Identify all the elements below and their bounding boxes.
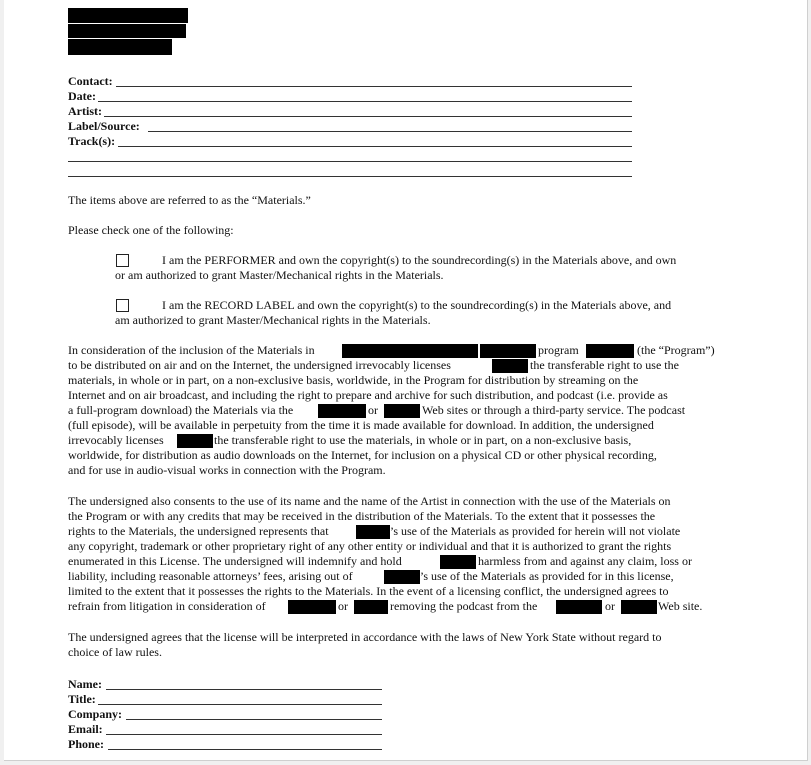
redaction bbox=[492, 359, 528, 373]
para1-text: the transferable right to use the bbox=[530, 358, 679, 372]
redacted-header-line bbox=[68, 39, 172, 55]
email-label: Email: bbox=[68, 722, 103, 736]
performer-checkbox[interactable] bbox=[116, 254, 129, 267]
phone-field[interactable] bbox=[68, 737, 382, 751]
redaction bbox=[384, 404, 420, 418]
check-prompt: Please check one of the following: bbox=[68, 223, 234, 237]
para2-text: Web site. bbox=[658, 599, 703, 613]
tracks-label: Track(s): bbox=[68, 134, 116, 148]
para1-line bbox=[68, 433, 632, 448]
contact-line bbox=[116, 86, 632, 87]
para2-text: enumerated in this License. The undersigned will indemnify and hold bbox=[68, 554, 402, 568]
redaction bbox=[354, 600, 388, 614]
para2-text: or bbox=[605, 599, 615, 613]
redaction bbox=[480, 344, 536, 358]
para2-line: limited to the extent that it possesses the rights to the Materials. In the event of a licensing conflict, the undersigned agrees to bbox=[68, 584, 669, 598]
performer-option-line2: or am authorized to grant Master/Mechanical rights in the Materials. bbox=[115, 268, 444, 282]
contact-label: Contact: bbox=[68, 74, 113, 88]
para2-line: The undersigned also consents to the use of its name and the name of the Artist in connection with the use of the Materials on bbox=[68, 494, 671, 508]
para1-line: (full episode), will be available in perpetuity from the time it is made available for download. In addition, the undersigned bbox=[68, 418, 654, 432]
para1-text: Web sites or through a third-party service. The podcast bbox=[422, 403, 686, 417]
para3-line: The undersigned agrees that the license will be interpreted in accordance with the laws of New York State without regard to bbox=[68, 630, 662, 644]
para1-line: worldwide, for distribution as audio downloads on the Internet, for inclusion on a physical CD or other physical recording, bbox=[68, 448, 657, 462]
label-source-line bbox=[148, 131, 632, 132]
para2-line bbox=[68, 524, 681, 539]
name-line bbox=[106, 689, 382, 690]
redaction bbox=[586, 344, 634, 358]
para2-text: refrain from litigation in consideration of bbox=[68, 599, 266, 613]
para1-text: or bbox=[368, 403, 378, 417]
para1-line bbox=[68, 343, 715, 358]
record-label-option-line2: am authorized to grant Master/Mechanical rights in the Materials. bbox=[115, 313, 431, 327]
company-field[interactable] bbox=[68, 707, 382, 721]
redacted-header-line bbox=[68, 24, 186, 38]
redaction bbox=[356, 525, 390, 539]
email-line bbox=[106, 734, 382, 735]
contact-field[interactable] bbox=[68, 74, 632, 88]
redaction bbox=[621, 600, 657, 614]
title-label: Title: bbox=[68, 692, 96, 706]
para2-text: ’s use of the Materials as provided for in this license, bbox=[420, 569, 674, 583]
artist-line bbox=[104, 116, 632, 117]
para1-text: to be distributed on air and on the Internet, the undersigned irrevocably licenses bbox=[68, 358, 451, 372]
para1-text: the transferable right to use the materials, in whole or in part, on a non-exclusive basis, bbox=[214, 433, 632, 447]
para1-text: a full-program download) the Materials via the bbox=[68, 403, 294, 417]
company-line bbox=[126, 719, 382, 720]
title-line bbox=[98, 704, 382, 705]
redaction bbox=[556, 600, 602, 614]
name-field[interactable] bbox=[68, 677, 382, 691]
para2-text: liability, including reasonable attorneys’ fees, arising out of bbox=[68, 569, 353, 583]
para1-line: materials, in whole or in part, on a non-exclusive basis, worldwide, in the Program for distribution by streaming on the bbox=[68, 373, 639, 387]
para2-text: harmless from and against any claim, loss or bbox=[478, 554, 692, 568]
para1-text: In consideration of the inclusion of the Materials in bbox=[68, 343, 315, 357]
para1-line bbox=[68, 358, 679, 373]
para1-text: (the “Program”) bbox=[637, 343, 715, 357]
redaction bbox=[318, 404, 366, 418]
para2-text: removing the podcast from the bbox=[390, 599, 538, 613]
artist-field[interactable] bbox=[68, 104, 632, 118]
artist-label: Artist: bbox=[68, 104, 102, 118]
company-label: Company: bbox=[68, 707, 123, 721]
date-label: Date: bbox=[68, 89, 96, 103]
materials-note: The items above are referred to as the “Materials.” bbox=[68, 193, 311, 207]
redaction bbox=[440, 555, 476, 569]
para2-line bbox=[68, 599, 703, 614]
document-page bbox=[4, 0, 808, 761]
para1-text: program bbox=[538, 343, 579, 357]
tracks-extra-line[interactable] bbox=[68, 176, 632, 177]
tracks-extra-line[interactable] bbox=[68, 161, 632, 162]
para2-text: or bbox=[338, 599, 348, 613]
record-label-checkbox[interactable] bbox=[116, 299, 129, 312]
para2-text: ’s use of the Materials as provided for herein will not violate bbox=[390, 524, 681, 538]
label-source-field[interactable] bbox=[68, 119, 632, 133]
redaction bbox=[288, 600, 336, 614]
date-field[interactable] bbox=[68, 89, 632, 103]
para2-line bbox=[68, 569, 674, 584]
title-field[interactable] bbox=[68, 692, 382, 706]
redaction bbox=[384, 570, 420, 584]
phone-label: Phone: bbox=[68, 737, 104, 751]
email-field[interactable] bbox=[68, 722, 382, 736]
tracks-field[interactable] bbox=[68, 134, 632, 148]
para3-line: choice of law rules. bbox=[68, 645, 162, 659]
redaction bbox=[177, 434, 213, 448]
para2-line bbox=[68, 554, 692, 569]
para1-line: and for use in audio-visual works in connection with the Program. bbox=[68, 463, 386, 477]
para1-line bbox=[68, 403, 686, 418]
para1-text: irrevocably licenses bbox=[68, 433, 164, 447]
label-source-label: Label/Source: bbox=[68, 119, 140, 133]
redaction bbox=[342, 344, 478, 358]
para2-line: the Program or with any credits that may be received in the distribution of the Materials. To the extent that it possesses the bbox=[68, 509, 656, 523]
tracks-line bbox=[118, 146, 632, 147]
name-label: Name: bbox=[68, 677, 102, 691]
para1-line: Internet and on air broadcast, and including the right to prepare and archive for such distribution, and podcast (i.e. provide as bbox=[68, 388, 668, 402]
performer-option-line1: I am the PERFORMER and own the copyright(s) to the soundrecording(s) in the Materials above, and own bbox=[162, 253, 677, 267]
redacted-header-line bbox=[68, 8, 188, 23]
phone-line bbox=[108, 749, 382, 750]
record-label-option-line1: I am the RECORD LABEL and own the copyright(s) to the soundrecording(s) in the Materials above, and bbox=[162, 298, 672, 312]
para2-text: rights to the Materials, the undersigned represents that bbox=[68, 524, 329, 538]
date-line bbox=[98, 101, 632, 102]
para2-line: any copyright, trademark or other proprietary right of any other entity or individual and that it is authorized to grant the rights bbox=[68, 539, 672, 553]
